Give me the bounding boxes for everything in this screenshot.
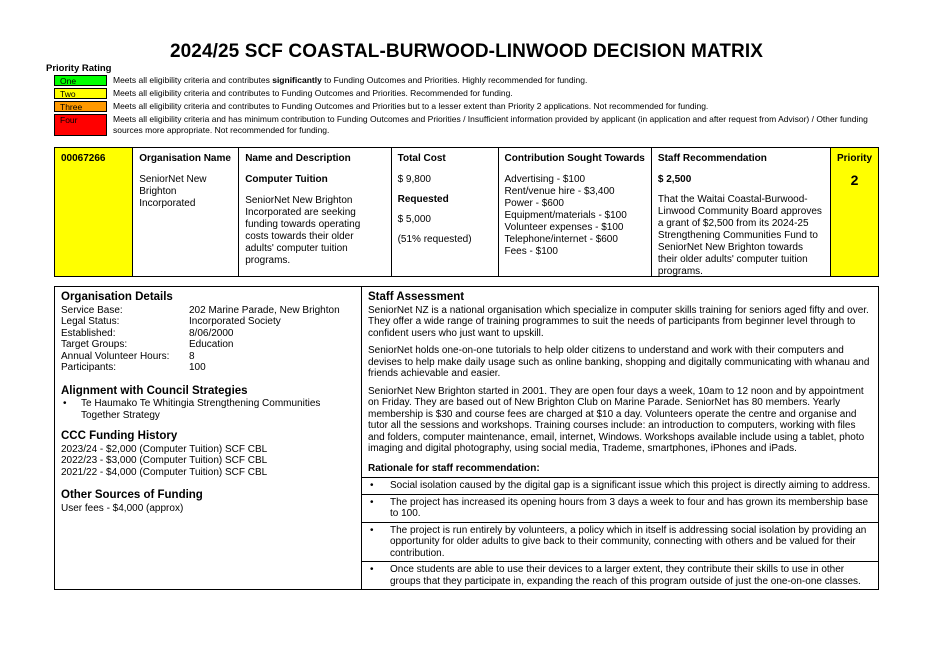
project-description: SeniorNet New Brighton Incorporated are seeking funding towards operating costs towards their older adults' computer tuition programs. (245, 195, 361, 266)
detail-key: Participants: (61, 362, 117, 373)
project-name: Computer Tuition (245, 174, 328, 185)
bullet-icon: • (63, 398, 67, 409)
recommended-amount: $ 2,500 (657, 174, 692, 185)
detail-key: Annual Volunteer Hours: (61, 350, 170, 362)
contribution-item: Rent/venue hire - $3,400 (504, 186, 615, 197)
organisation-details-heading: Organisation Details (61, 291, 173, 303)
funding-history-item: 2021/22 - $4,000 (Computer Tuition) SCF CBL (61, 466, 268, 478)
contribution-cell (499, 148, 652, 276)
funding-history-heading: CCC Funding History (61, 430, 178, 442)
contribution-item: Power - $600 (504, 198, 564, 209)
requested-percent: (51% requested) (397, 234, 472, 245)
organisation-details-list (61, 305, 355, 374)
rationale-item: • Once students are able to use their devices to a larger extent, they contribute their skills to use in other groups that they participate in, expanding the reach of this program outside of just the one-on-one classes. (370, 564, 861, 587)
detail-key: Service Base: (61, 304, 123, 316)
bullet-icon: • (370, 496, 374, 508)
rationale-item: • The project is run entirely by volunteers, a policy which in itself is addressing social isolation by providing an opportunity for older adults to give back to their community, connecting with others and be valued for their contribution. (370, 524, 867, 559)
contribution-item: Advertising - $100 (504, 174, 586, 185)
bullet-icon: • (370, 480, 374, 491)
funding-history-item: 2023/24 - $2,000 (Computer Tuition) SCF CBL (61, 443, 268, 455)
application-id: 00067266 (61, 153, 106, 164)
staff-recommendation-cell (652, 148, 831, 276)
requested-label: Requested (397, 194, 449, 205)
priority-header: Priority (837, 153, 873, 164)
organisation-cell (133, 148, 239, 276)
funding-history-item: 2022/23 - $3,000 (Computer Tuition) SCF CBL (61, 455, 268, 466)
detail-key: Legal Status: (61, 316, 120, 327)
contribution-item: Fees - $100 (504, 246, 558, 257)
organisation-details-panel (55, 287, 362, 589)
assessment-paragraph: SeniorNet holds one-on-one tutorials to help older citizens to understand and work with their computers and devises to help make daily usage such as online banking, shopping and digitally communicating with whanau and friends achievable and easier. (368, 345, 870, 379)
organisation-header: Organisation Name (139, 153, 231, 164)
assessment-table (54, 286, 879, 590)
contribution-item: Equipment/materials - $100 (504, 210, 627, 221)
bullet-icon: • (370, 564, 374, 575)
contribution-item: Telephone/internet - $600 (504, 234, 618, 245)
priority-cell (831, 148, 878, 276)
total-cost: $ 9,800 (397, 174, 431, 185)
contribution-item: Volunteer expenses - $100 (504, 222, 624, 233)
other-funding-heading: Other Sources of Funding (61, 489, 203, 501)
summary-table (54, 147, 879, 277)
priority-value: 2 (850, 172, 859, 188)
organisation-name: SeniorNet New Brighton Incorporated (139, 174, 207, 209)
detail-value: Incorporated Society (189, 316, 281, 327)
detail-value: 100 (189, 362, 206, 373)
recommendation-text: That the Waitai Coastal-Burwood-Linwood Community Board approves a grant of $2,500 from its 2024-25 Strengthening Communities Fund to SeniorNet New Brighton towards their older adults' computer tuition programs. (657, 194, 822, 277)
rationale-item: • Social isolation caused by the digital gap is a significant issue which this project is directly aiming to address. (370, 480, 871, 491)
priority-swatch-three: Three (54, 101, 107, 112)
total-cost-header: Total Cost (397, 153, 446, 164)
other-funding-item: User fees - $4,000 (approx) (61, 502, 184, 514)
priority-desc-one: Meets all eligibility criteria and contributes significantly to Funding Outcomes and Priorities. Highly recommended for funding. (113, 75, 588, 85)
priority-swatch-two: Two (54, 88, 107, 99)
alignment-heading: Alignment with Council Strategies (61, 384, 248, 397)
name-description-header: Name and Description (245, 153, 351, 164)
detail-value: Education (189, 339, 234, 350)
assessment-paragraph: SeniorNet NZ is a national organisation which specialize in computer skills training for seniors aged fifty and over. They offer a wide range of training programmes to suit the needs of participants from beginner level through to confident users who just want to upskill. (368, 304, 869, 339)
priority-desc-three: Meets all eligibility criteria and contributes to Funding Outcomes and Priorities but to a lesser extent than Priority 2 applications. Not recommended for funding. (113, 101, 709, 111)
assessment-paragraph: SeniorNet New Brighton started in 2001. They are open four days a week, 10am to 12 noon and by appointment on Friday. They are based out of New Brighton Club on Marine Parade. SeniorNet has 80 members. Yearly membership is $30 and course fees are charged at $10 a day. Volunteers operate the centre and organise and tutor all the sessions and workshops. Training courses include: an introduction to computers, working with files and folders, computer maintenance, email, internet, Windows. Workshops available include using a tablet, photo imaging and digital photography, using social media, Trademe, smartphones, iPhones and iPads. (368, 385, 865, 454)
staff-assessment-panel (362, 287, 878, 589)
detail-key: Target Groups: (61, 339, 128, 350)
priority-desc-two: Meets all eligibility criteria and contributes to Funding Outcomes and Priorities. Recommended for funding. (113, 88, 513, 98)
priority-desc-four: Meets all eligibility criteria and has minimum contribution to Funding Outcomes and Priorities / Insufficient information provided by applicant (in application and after request from Advisor) / Other funding sources more appropriate. Not recommended for funding. (113, 114, 868, 135)
detail-value: 8/06/2000 (189, 327, 234, 339)
staff-recommendation-header: Staff Recommendation (657, 153, 767, 164)
detail-key: Established: (61, 327, 116, 339)
rationale-heading: Rationale for staff recommendation: (368, 462, 540, 474)
contribution-header: Contribution Sought Towards (504, 153, 645, 164)
application-id-cell (55, 148, 133, 276)
rationale-item: • The project has increased its opening hours from 3 days a week to four and has grown its membership base to 100. (370, 496, 869, 519)
page-title: 2024/25 SCF COASTAL-BURWOOD-LINWOOD DECISION MATRIX (169, 41, 764, 62)
name-description-cell (239, 148, 391, 276)
detail-value: 202 Marine Parade, New Brighton (189, 304, 340, 316)
detail-value: 8 (189, 350, 195, 362)
alignment-item: • Te Haumako Te Whitingia Strengthening Communities Together Strategy (63, 398, 321, 421)
requested-amount: $ 5,000 (397, 214, 431, 225)
priority-rating-label: Priority Rating (46, 63, 112, 74)
priority-swatch-one: One (54, 75, 107, 86)
staff-assessment-heading: Staff Assessment (368, 291, 465, 303)
total-cost-cell (392, 148, 499, 276)
priority-swatch-four: Four (54, 114, 107, 136)
bullet-icon: • (370, 524, 374, 536)
